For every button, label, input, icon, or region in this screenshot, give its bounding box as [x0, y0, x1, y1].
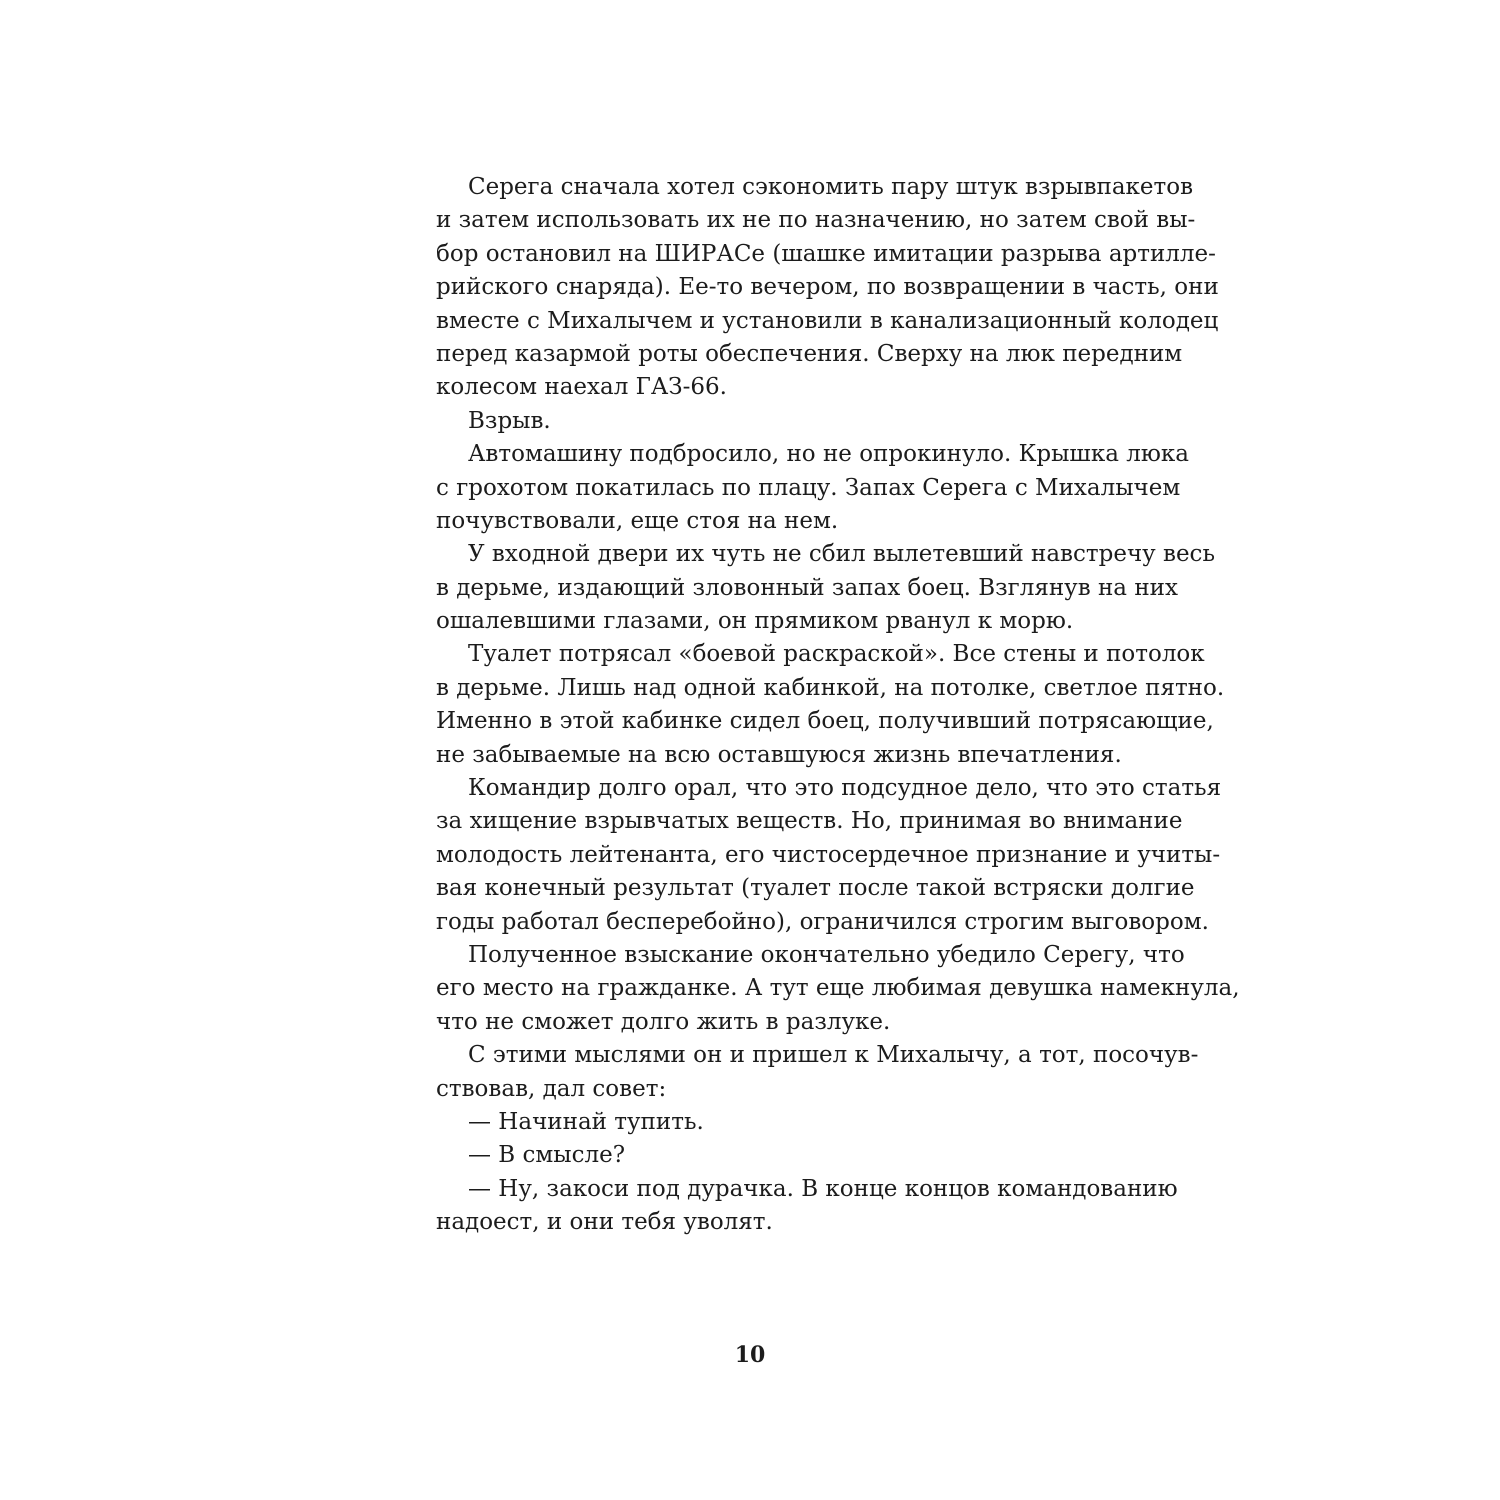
body-text [436, 171, 1240, 1240]
text-line: Командир долго орал, что это подсудное дело, что это статья [468, 775, 1222, 802]
text-line: Автомашину подбросило, но не опрокинуло. Крышка люка [468, 441, 1189, 468]
text-line: Туалет потрясал «боевой раскраской». Все стены и потолок [468, 641, 1205, 668]
text-line: С этими мыслями он и пришел к Михалычу, а тот, посочув- [468, 1042, 1199, 1069]
text-line: Серега сначала хотел сэкономить пару штук взрывпакетов [468, 174, 1194, 200]
text-line: почувствовали, еще стоя на нем. [436, 507, 839, 534]
text-line: не забываемые на всю оставшуюся жизнь впечатления. [436, 741, 1122, 768]
text-line: и затем использовать их не по назначению, но затем свой вы- [436, 207, 1196, 234]
text-line: молодость лейтенанта, его чистосердечное признание и учиты- [436, 841, 1221, 868]
text-line: Полученное взыскание окончательно убедило Серегу, что [468, 941, 1185, 968]
text-line: ошалевшими глазами, он прямиком рванул к морю. [436, 608, 1074, 635]
dialogue-line: — Ну, закоси под дурачка. В конце концов командованию [468, 1175, 1178, 1202]
text-line: перед казармой роты обеспечения. Сверху на люк передним [436, 340, 1183, 367]
text-line: надоест, и они тебя уволят. [436, 1209, 773, 1236]
page-number: 10 [734, 1342, 766, 1368]
text-line: вая конечный результат (туалет после такой встряски долгие [436, 875, 1195, 902]
text-line: бор остановил на ШИРАСе (шашке имитации разрыва артилле- [436, 240, 1216, 267]
dialogue-line: — В смысле? [468, 1142, 626, 1169]
text-line: с грохотом покатилась по плацу. Запах Серега с Михалычем [436, 474, 1181, 501]
text-line: что не сможет долго жить в разлуке. [436, 1008, 891, 1035]
text-line: вместе с Михалычем и установили в канализационный колодец [436, 307, 1219, 334]
text-line: в дерьме, издающий зловонный запах боец. Взглянув на них [436, 574, 1178, 601]
text-line: за хищение взрывчатых веществ. Но, принимая во внимание [436, 808, 1183, 835]
text-line: рийского снаряда). Ее-то вечером, по возвращении в часть, они [436, 274, 1219, 301]
text-line: У входной двери их чуть не сбил вылетевший навстречу весь [468, 541, 1215, 568]
text-line: Взрыв. [468, 407, 551, 434]
dialogue-line: — Начинай тупить. [468, 1108, 704, 1135]
text-line: его место на гражданке. А тут еще любимая девушка намекнула, [436, 975, 1240, 1002]
text-line: годы работал бесперебойно), ограничился строгим выговором. [436, 908, 1209, 935]
text-line: Именно в этой кабинке сидел боец, получивший потрясающие, [436, 708, 1214, 735]
text-line: ствовав, дал совет: [436, 1075, 667, 1102]
text-line: в дерьме. Лишь над одной кабинкой, на потолке, светлое пятно. [436, 674, 1225, 701]
text-line: колесом наехал ГАЗ-66. [436, 374, 727, 401]
